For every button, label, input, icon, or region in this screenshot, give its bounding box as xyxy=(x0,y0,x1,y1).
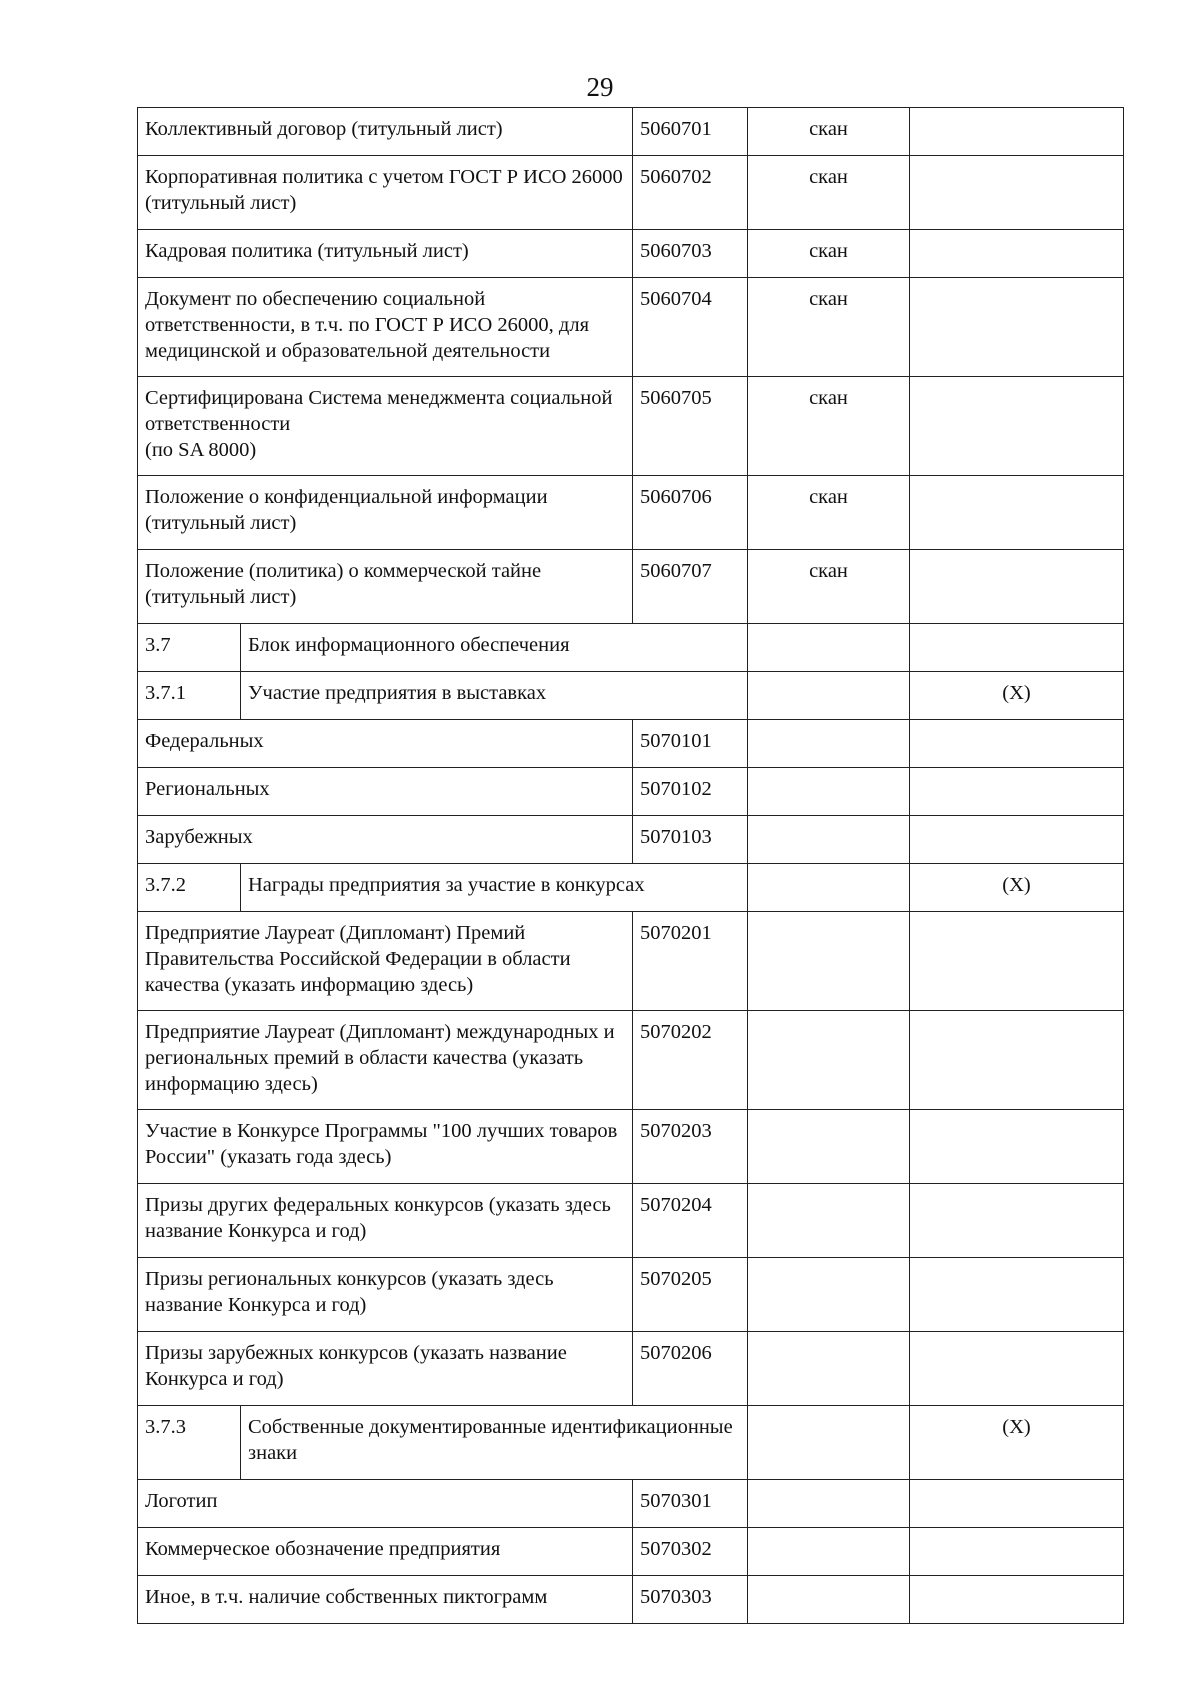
mark-cell[interactable] xyxy=(910,476,1124,550)
table-row xyxy=(138,1332,1124,1406)
item-label: Призы других федеральных конкурсов (указать здесь название Конкурса и год) xyxy=(138,1184,633,1258)
mark-cell[interactable]: (X) xyxy=(910,1406,1124,1480)
item-code: 5070101 xyxy=(633,720,748,768)
item-label: Сертифицирована Система менеджмента социальной ответственности (по SA 8000) xyxy=(138,377,633,476)
value-cell[interactable]: скан xyxy=(748,377,910,476)
section-title: Собственные документированные идентификационные знаки xyxy=(241,1406,748,1480)
table-row xyxy=(138,1110,1124,1184)
mark-cell[interactable] xyxy=(910,624,1124,672)
item-label: Коллективный договор (титульный лист) xyxy=(138,108,633,156)
item-label: Кадровая политика (титульный лист) xyxy=(138,230,633,278)
value-cell[interactable] xyxy=(748,1110,910,1184)
value-cell[interactable] xyxy=(748,816,910,864)
item-code: 5070201 xyxy=(633,912,748,1011)
item-label: Положение о конфиденциальной информации (титульный лист) xyxy=(138,476,633,550)
mark-cell[interactable] xyxy=(910,1528,1124,1576)
mark-cell[interactable] xyxy=(910,1110,1124,1184)
table-row xyxy=(138,1576,1124,1624)
mark-cell[interactable] xyxy=(910,1258,1124,1332)
value-cell[interactable] xyxy=(748,1406,910,1480)
section-row xyxy=(138,864,1124,912)
table-row xyxy=(138,550,1124,624)
section-title: Блок информационного обеспечения xyxy=(241,624,748,672)
item-label: Зарубежных xyxy=(138,816,633,864)
item-code: 5060702 xyxy=(633,156,748,230)
table-row xyxy=(138,377,1124,476)
mark-cell[interactable] xyxy=(910,1011,1124,1110)
value-cell[interactable]: скан xyxy=(748,230,910,278)
mark-cell[interactable] xyxy=(910,1480,1124,1528)
table-row xyxy=(138,108,1124,156)
item-label: Логотип xyxy=(138,1480,633,1528)
value-cell[interactable] xyxy=(748,720,910,768)
value-cell[interactable] xyxy=(748,672,910,720)
item-label: Корпоративная политика с учетом ГОСТ Р ИСО 26000 (титульный лист) xyxy=(138,156,633,230)
table-row xyxy=(138,816,1124,864)
value-cell[interactable] xyxy=(748,1184,910,1258)
table-row xyxy=(138,1480,1124,1528)
item-label: Документ по обеспечению социальной ответственности, в т.ч. по ГОСТ Р ИСО 26000, для медицинской и образовательной деятельности xyxy=(138,278,633,377)
section-title: Участие предприятия в выставках xyxy=(241,672,748,720)
table-row xyxy=(138,768,1124,816)
value-cell[interactable]: скан xyxy=(748,476,910,550)
item-label: Призы зарубежных конкурсов (указать название Конкурса и год) xyxy=(138,1332,633,1406)
value-cell[interactable] xyxy=(748,1576,910,1624)
value-cell[interactable]: скан xyxy=(748,278,910,377)
table-row xyxy=(138,156,1124,230)
mark-cell[interactable] xyxy=(910,278,1124,377)
item-code: 5070204 xyxy=(633,1184,748,1258)
value-cell[interactable] xyxy=(748,1258,910,1332)
table-row xyxy=(138,1258,1124,1332)
section-title: Награды предприятия за участие в конкурсах xyxy=(241,864,748,912)
item-code: 5070301 xyxy=(633,1480,748,1528)
table-row xyxy=(138,720,1124,768)
table-row xyxy=(138,1184,1124,1258)
section-row xyxy=(138,624,1124,672)
value-cell[interactable] xyxy=(748,624,910,672)
item-code: 5070102 xyxy=(633,768,748,816)
mark-cell[interactable] xyxy=(910,230,1124,278)
mark-cell[interactable] xyxy=(910,1576,1124,1624)
mark-cell[interactable] xyxy=(910,768,1124,816)
item-label: Призы региональных конкурсов (указать здесь название Конкурса и год) xyxy=(138,1258,633,1332)
item-code: 5070202 xyxy=(633,1011,748,1110)
item-label: Иное, в т.ч. наличие собственных пиктограмм xyxy=(138,1576,633,1624)
value-cell[interactable]: скан xyxy=(748,550,910,624)
section-number: 3.7 xyxy=(138,624,241,672)
table-row xyxy=(138,1528,1124,1576)
mark-cell[interactable] xyxy=(910,108,1124,156)
item-code: 5070205 xyxy=(633,1258,748,1332)
item-label: Предприятие Лауреат (Дипломант) международных и региональных премий в области качества (указать информацию здесь) xyxy=(138,1011,633,1110)
mark-cell[interactable] xyxy=(910,1332,1124,1406)
value-cell[interactable]: скан xyxy=(748,108,910,156)
value-cell[interactable] xyxy=(748,912,910,1011)
item-code: 5070206 xyxy=(633,1332,748,1406)
item-label: Федеральных xyxy=(138,720,633,768)
mark-cell[interactable]: (X) xyxy=(910,672,1124,720)
form-table xyxy=(137,107,1124,1624)
value-cell[interactable] xyxy=(748,864,910,912)
mark-cell[interactable]: (X) xyxy=(910,864,1124,912)
item-code: 5060706 xyxy=(633,476,748,550)
section-row xyxy=(138,1406,1124,1480)
item-label: Коммерческое обозначение предприятия xyxy=(138,1528,633,1576)
table-row xyxy=(138,230,1124,278)
page-number: 29 xyxy=(586,72,614,102)
value-cell[interactable] xyxy=(748,1332,910,1406)
mark-cell[interactable] xyxy=(910,816,1124,864)
mark-cell[interactable] xyxy=(910,156,1124,230)
item-code: 5060707 xyxy=(633,550,748,624)
item-label: Предприятие Лауреат (Дипломант) Премий Правительства Российской Федерации в области качества (указать информацию здесь) xyxy=(138,912,633,1011)
mark-cell[interactable] xyxy=(910,720,1124,768)
item-label: Положение (политика) о коммерческой тайне (титульный лист) xyxy=(138,550,633,624)
section-number: 3.7.2 xyxy=(138,864,241,912)
section-number: 3.7.3 xyxy=(138,1406,241,1480)
mark-cell[interactable] xyxy=(910,912,1124,1011)
item-code: 5070103 xyxy=(633,816,748,864)
table-row xyxy=(138,912,1124,1011)
table-row xyxy=(138,476,1124,550)
value-cell[interactable]: скан xyxy=(748,156,910,230)
item-code: 5060705 xyxy=(633,377,748,476)
mark-cell[interactable] xyxy=(910,550,1124,624)
item-code: 5070302 xyxy=(633,1528,748,1576)
item-code: 5060701 xyxy=(633,108,748,156)
value-cell[interactable] xyxy=(748,1528,910,1576)
mark-cell[interactable] xyxy=(910,1184,1124,1258)
section-row xyxy=(138,672,1124,720)
item-code: 5070303 xyxy=(633,1576,748,1624)
item-code: 5070203 xyxy=(633,1110,748,1184)
item-code: 5060703 xyxy=(633,230,748,278)
item-label: Участие в Конкурсе Программы "100 лучших товаров России" (указать года здесь) xyxy=(138,1110,633,1184)
item-code: 5060704 xyxy=(633,278,748,377)
mark-cell[interactable] xyxy=(910,377,1124,476)
table-row xyxy=(138,278,1124,377)
value-cell[interactable] xyxy=(748,1011,910,1110)
value-cell[interactable] xyxy=(748,768,910,816)
section-number: 3.7.1 xyxy=(138,672,241,720)
table-row xyxy=(138,1011,1124,1110)
item-label: Региональных xyxy=(138,768,633,816)
value-cell[interactable] xyxy=(748,1480,910,1528)
